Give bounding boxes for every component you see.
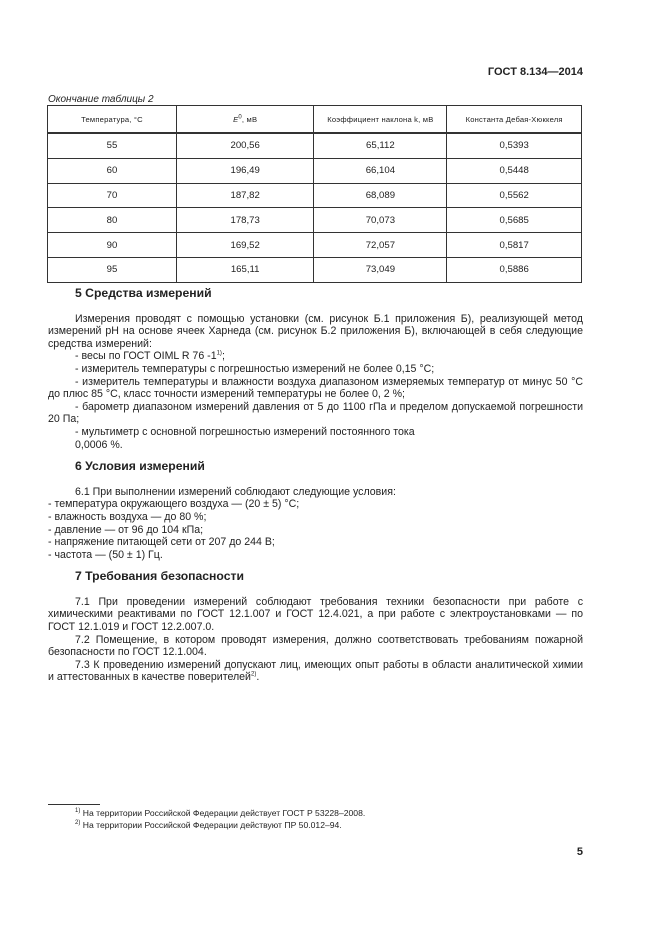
table-row	[48, 208, 582, 233]
table-header-row	[48, 106, 582, 134]
cell-temperature: 95	[48, 257, 177, 282]
table-row	[48, 158, 582, 183]
list-item: - измеритель температуры и влажности воздуха диапазоном измеряемых температур от минус 50 °С до плюс 85 °С, класс точности измерений температуры не более 0, 2 %;	[48, 375, 583, 401]
cell-slope: 73,049	[314, 257, 447, 282]
header-temperature: Температура, °С	[48, 106, 177, 134]
header-debye: Константа Дебая-Хюккеля	[447, 106, 582, 134]
section-7-title: 7 Требования безопасности	[75, 569, 244, 584]
footnotes	[48, 804, 583, 831]
list-item-text: - весы по ГОСТ OIML R 76 -1	[75, 350, 217, 363]
list-item-end: ;	[221, 350, 225, 363]
cell-temperature: 90	[48, 233, 177, 258]
section-7-paragraph-3	[48, 659, 583, 684]
data-table	[47, 105, 582, 283]
footnote-2	[48, 820, 583, 832]
table-row	[48, 183, 582, 208]
list-item: - влажность воздуха — до 80 %;	[48, 510, 207, 523]
cell-slope: 68,089	[314, 183, 447, 208]
footnote-ref: 2)	[250, 671, 257, 678]
footnote-text: На территории Российской Федерации действуют ПР 50.012–94.	[80, 819, 342, 830]
cell-debye: 0,5562	[447, 183, 582, 208]
cell-temperature: 70	[48, 183, 177, 208]
header-e0-symbol: E	[233, 114, 239, 124]
cell-e0: 165,11	[176, 257, 314, 282]
header-e0	[176, 106, 314, 134]
cell-temperature: 55	[48, 133, 177, 158]
header-e0-unit: , мВ	[241, 114, 258, 124]
table-caption: Окончание таблицы 2	[48, 94, 154, 105]
list-item: - температура окружающего воздуха — (20 ± 5) °С;	[48, 498, 300, 511]
cell-slope: 65,112	[314, 133, 447, 158]
table-row	[48, 233, 582, 258]
footnote-divider	[48, 804, 100, 805]
cell-e0: 187,82	[176, 183, 314, 208]
footnote-mark: 1)	[75, 808, 81, 815]
footnote-mark: 2)	[75, 819, 81, 826]
header-slope: Коэффициент наклона k, мВ	[314, 106, 447, 134]
section-7-paragraph-1: 7.1 При проведении измерений соблюдают требования техники безопасности при работе с химическими реактивами по ГОСТ 12.1.007 и ГОСТ 12.4.021, а при работе с электроустановками — по ГОСТ 12.1.019 и ГОСТ 12.2.007.0.	[48, 595, 583, 634]
paragraph-text: 7.3 К проведению измерений допускают лиц, имеющих опыт работы в области аналитической химии и аттестованных в качестве поверителей	[48, 658, 583, 684]
list-item: - давление — от 96 до 104 кПа;	[48, 523, 204, 536]
table-row	[48, 133, 582, 158]
footnote-text: На территории Российской Федерации действует ГОСТ Р 53228–2008.	[80, 808, 366, 818]
cell-e0: 200,56	[176, 133, 314, 158]
document-body	[48, 287, 583, 684]
section-5-intro: Измерения проводят с помощью установки (см. рисунок Б.1 приложения Б), реализующей метод измерений pH на основе ячеек Харнеда (см. рисунок Б.2 приложения Б), включающей в себя следующие средства измерений:	[48, 312, 583, 350]
cell-temperature: 60	[48, 158, 177, 183]
cell-e0: 169,52	[176, 233, 314, 258]
section-7-paragraph-2: 7.2 Помещение, в котором проводят измерения, должно соответствовать требованиям пожарной безопасности по ГОСТ 12.1.004.	[48, 633, 583, 659]
document-code: ГОСТ 8.134—2014	[487, 66, 583, 78]
list-item: - напряжение питающей сети от 207 до 244 В;	[48, 536, 275, 549]
paragraph-end: .	[256, 671, 260, 684]
list-item-continuation: 0,0006 %.	[75, 438, 123, 451]
table-row	[48, 257, 582, 282]
cell-debye: 0,5886	[447, 257, 582, 282]
list-item: - мультиметр с основной погрешностью измерений постоянного тока	[75, 425, 415, 438]
section-6-intro: 6.1 При выполнении измерений соблюдают следующие условия:	[75, 485, 396, 498]
cell-debye: 0,5393	[447, 133, 582, 158]
footnote-1	[48, 808, 583, 820]
cell-slope: 72,057	[314, 233, 447, 258]
cell-debye: 0,5448	[447, 158, 582, 183]
list-item: - измеритель температуры с погрешностью измерений не более 0,15 °С;	[75, 362, 435, 375]
list-item: - частота — (50 ± 1) Гц.	[48, 548, 163, 561]
cell-e0: 178,73	[176, 208, 314, 233]
cell-slope: 70,073	[314, 208, 447, 233]
cell-temperature: 80	[48, 208, 177, 233]
cell-slope: 66,104	[314, 158, 447, 183]
list-item	[48, 350, 583, 363]
section-5-title: 5 Средства измерений	[75, 286, 212, 300]
section-6-title: 6 Условия измерений	[75, 459, 205, 474]
footnote-ref: 1)	[216, 350, 222, 357]
header-e0-superscript: 0	[238, 113, 242, 120]
list-item: - барометр диапазоном измерений давления от 5 до 1100 гПа и пределом допускаемой погрешности 20 Па;	[48, 400, 583, 426]
cell-e0: 196,49	[176, 158, 314, 183]
cell-debye: 0,5685	[447, 208, 582, 233]
page-number: 5	[576, 846, 583, 858]
cell-debye: 0,5817	[447, 233, 582, 258]
